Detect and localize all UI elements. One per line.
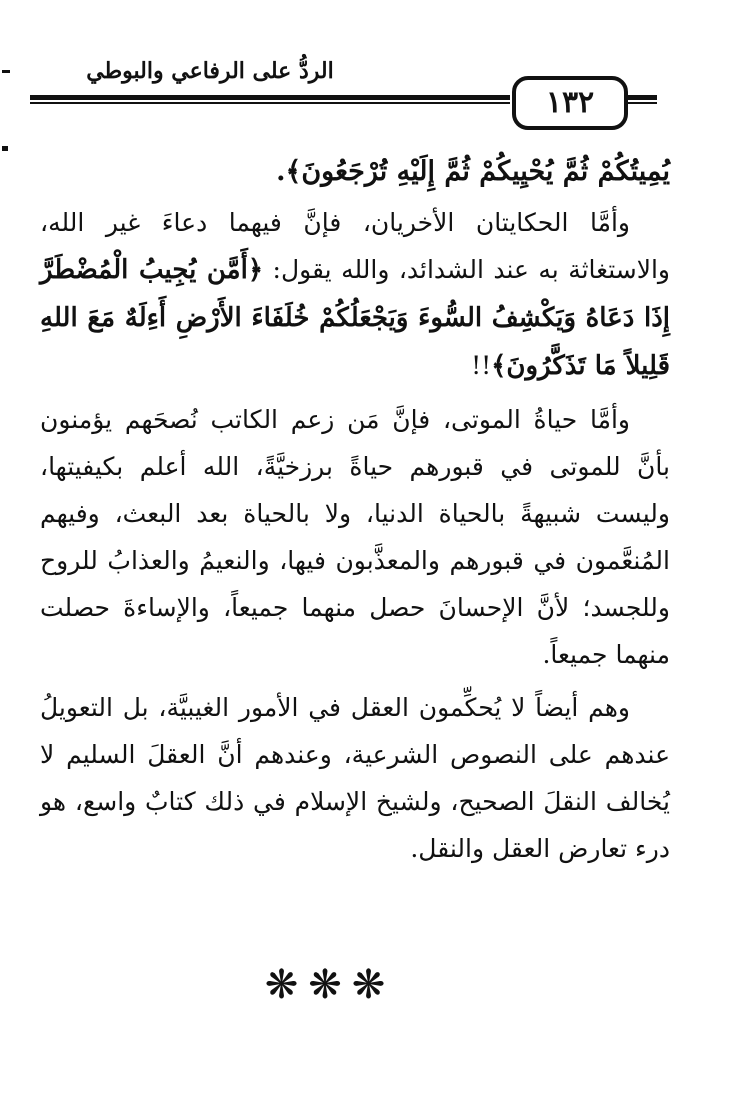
paragraph-text: !! xyxy=(471,351,492,380)
running-title: الردُّ على الرفاعي والبوطي xyxy=(86,58,334,84)
header-rule-thin xyxy=(30,102,510,104)
page-number: ١٣٢ xyxy=(512,76,628,130)
section-separator: ❋❋❋ xyxy=(264,962,396,1008)
verse-continuation: يُمِيتُكُمْ ثُمَّ يُحْيِيكُمْ ثُمَّ إِلَيْهِ تُرْجَعُونَ﴾. xyxy=(276,156,670,187)
margin-tick-mark xyxy=(2,70,10,73)
paragraph: وهم أيضاً لا يُحكِّمون العقل في الأمور الغيبيَّة، بل التعويلُ عندهم على النصوص الشرعية، وعندهم أنَّ العقلَ السليم لا يُخالف النقلَ الصحيح، ولشيخ الإسلام في ذلك كتابٌ واسع، هو درء تعارض العقل والنقل. xyxy=(40,693,670,863)
body-text xyxy=(40,148,670,878)
paragraph-text: وأمَّا الحكايتان الأخريان، فإنَّ فيهما دعاءَ غير الله، والاستغاثة به عند الشدائد، والله يقول: xyxy=(40,208,671,284)
header-rule xyxy=(30,95,510,100)
margin-tick-mark xyxy=(2,146,8,151)
page-header xyxy=(30,50,660,130)
paragraph: وأمَّا حياةُ الموتى، فإنَّ مَن زعم الكاتب نُصحَهم يؤمنون بأنَّ للموتى في قبورهم حياةً برزخيَّةً، الله أعلم بكيفيتها، وليست شبيهةً بالحياة الدنيا، ولا بالحياة بعد البعث، وفيهم المُنعَّمون في قبورهم والمعذَّبون فيها، والنعيمُ والعذابُ للروح وللجسد؛ لأنَّ الإحسانَ حصل منهما جميعاً، والإساءةَ حصلت منهما جميعاً. xyxy=(40,405,670,669)
paragraph xyxy=(40,199,670,390)
header-rule xyxy=(625,95,657,100)
header-rule-thin xyxy=(625,102,657,104)
quran-verse: ﴿أَمَّن يُجِيبُ الْمُضْطَرَّ إِذَا دَعَاهُ وَيَكْشِفُ السُّوءَ وَيَجْعَلُكُمْ خُلَفَاءَ الأَرْضِ أَءِلَهٌ مَعَ اللهِ قَلِيلاً مَا تَذَكَّرُونَ﴾ xyxy=(40,255,670,381)
